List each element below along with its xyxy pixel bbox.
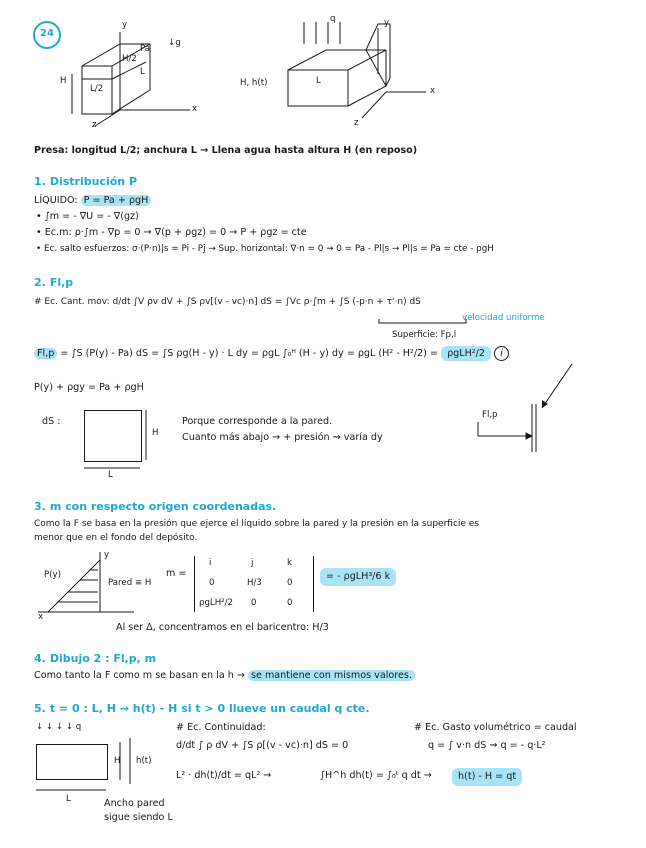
section-2-number: 2.	[34, 276, 46, 289]
moment-result: = - ρgLH³/6 k	[320, 568, 396, 586]
moment-determinant	[194, 556, 314, 612]
momentum-equation: # Ec. Cant. mov: d/dt ∫V ρv dV + ∫S ρv[(v - vc)·n] dS = ∫Vc ρ·∫m + ∫S (-p·n + τ'·n) dS	[34, 297, 421, 307]
velocity-annotation: velocidad uniforme	[462, 313, 545, 323]
det-cell-f2: 0	[251, 598, 257, 608]
section-2-heading	[34, 276, 73, 289]
section-3-footnote: Al ser Δ, concentramos en el baricentro: H/3	[116, 622, 329, 633]
page-number: 24	[40, 28, 54, 39]
triangle-pressure-label: P(y)	[44, 570, 61, 580]
section-4-text	[34, 670, 415, 682]
det-cell-f1: ρgLH²/2	[199, 598, 233, 608]
ds-label: dS :	[42, 416, 61, 427]
tank-note-2: sigue siendo L	[104, 812, 173, 823]
section-1-number: 1.	[34, 175, 46, 188]
fig1-l2-label: L/2	[90, 84, 104, 94]
gasto-equation: q = ∫ v·n dS ⇝ q = - q·L²	[428, 740, 546, 751]
section-5-number: 5.	[34, 702, 46, 715]
fig2-q-label: q	[330, 14, 336, 24]
fig1-x-label: x	[192, 104, 198, 114]
section-3-heading	[34, 500, 276, 513]
liquid-line	[34, 195, 151, 207]
force-label: Fl,p	[34, 348, 57, 359]
fig1-y-label: y	[122, 20, 128, 30]
tank-h-label: H	[114, 756, 121, 766]
section-4-body: Como tanto la F como m se basan en la h →	[34, 670, 245, 681]
ds-dimension-arrows	[84, 404, 164, 474]
section-1-bullet-2: • Ec.m: ρ·∫m - ∇p = 0 → ∇(p + ρgz) = 0 → P + ρgz = cte	[36, 227, 307, 238]
fig1-z-label: z	[92, 120, 97, 130]
fig2-y-label: y	[384, 18, 390, 28]
det-cell-f3: 0	[287, 598, 293, 608]
det-cell-r2: H/3	[247, 578, 262, 588]
section-1-bullet-1: • ∫m = - ∇U = - ∇(gz)	[36, 211, 139, 222]
force-result: ρgLH²/2	[441, 346, 491, 361]
integral-step: ∫H^h dh(t) = ∫₀ᵗ q dt →	[320, 770, 432, 781]
section-3-text-2: menor que en el fondo del depósito.	[34, 533, 198, 543]
triangle-wall-label: Pared ≡ H	[108, 578, 152, 588]
moment-label: m =	[166, 568, 187, 579]
det-cell-j: j	[251, 558, 254, 568]
det-cell-k: k	[287, 558, 292, 568]
section-1-bullet-3: • Ec. salto esfuerzos: σ·(P·n)|s = Pi - Pj → Sup. horizontal: ∇·n = 0 ⇝ 0 = Pa - Pl|s → Pl|s = Pa = cte - ρgH	[36, 244, 494, 254]
liquid-equation: P = Pa + ρgH	[81, 195, 152, 206]
section-4-heading	[34, 652, 156, 665]
continuity-equation: d/dt ∫ ρ dV + ∫S ρ[(v - vc)·n] dS = 0	[176, 740, 349, 751]
tank-rain-diagram	[266, 14, 446, 134]
fig2-height-label: H, h(t)	[240, 78, 268, 88]
pressure-relation: P(y) + ρgy = Pa + ρgH	[34, 382, 144, 393]
dam-3d-diagram	[50, 14, 250, 134]
tank-ht-label: h(t)	[136, 756, 152, 766]
fig1-gravity-label: ↓g	[168, 38, 181, 48]
fig2-z-label: z	[354, 118, 359, 128]
ds-note-2: Cuanto más abajo → + presión ⇝ varía dy	[182, 432, 383, 443]
gasto-label: # Ec. Gasto volumétrico = caudal	[414, 722, 577, 733]
section-3-title: m con respecto origen coordenadas.	[49, 500, 277, 513]
fig1-h2-label: H/2	[122, 54, 137, 64]
liquid-label: LÍQUIDO:	[34, 195, 78, 206]
continuity-label: # Ec. Continuidad:	[176, 722, 266, 733]
section-1-title: Distribución P	[49, 175, 138, 188]
wall-force-label: Fl,p	[482, 410, 498, 420]
continuity-step: L² · dh(t)/dt = qL² →	[176, 770, 272, 781]
fig1-h-label: H	[60, 76, 67, 86]
det-cell-r1: 0	[209, 578, 215, 588]
surface-underbrace-label: Superficie: Fp,l	[392, 330, 457, 340]
section-4-number: 4.	[34, 652, 46, 665]
fig2-x-label: x	[430, 86, 436, 96]
fig1-l-label: L	[140, 67, 145, 77]
intro-line: Presa: longitud L/2; anchura L → Llena agua hasta altura H (en reposo)	[34, 145, 418, 156]
underbrace-mark	[378, 318, 468, 326]
rain-arrows-label: ↓ ↓ ↓ ↓ q	[36, 722, 82, 732]
section-2-title: Fl,p	[49, 276, 74, 289]
section-5-heading	[34, 702, 370, 715]
tank-l-label: L	[66, 794, 71, 804]
fig1-pa-label: Pa	[140, 44, 151, 54]
force-equation-line	[34, 346, 509, 361]
section-4-highlight: se mantiene con mismos valores.	[248, 670, 415, 681]
section-3-number: 3.	[34, 500, 46, 513]
section-3-text-1: Como la F se basa en la presión que ejerce el líquido sobre la pared y la presión en la superficie es	[34, 519, 480, 529]
height-result: h(t) - H = qt	[452, 768, 522, 786]
section-5-title: t = 0 : L, H ⇝ h(t) - H si t > 0 llueve un caudal q cte.	[49, 702, 370, 715]
det-cell-i: i	[209, 558, 212, 568]
force-equation-body: = ∫S (P(y) - Pa) dS = ∫S ρg(H - y) · L dy = ρgL ∫₀ᴴ (H - y) dy = ρgL (H² - H²/2) =	[60, 348, 438, 359]
section-4-title: Dibujo 2 : Fl,p, m	[49, 652, 157, 665]
triangle-x-label: x	[38, 612, 44, 622]
force-unit-vector: i	[494, 346, 509, 361]
det-cell-r3: 0	[287, 578, 293, 588]
ds-height-label: H	[152, 428, 159, 438]
ds-note-1: Porque corresponde a la pared.	[182, 416, 333, 427]
triangle-y-label: y	[104, 550, 110, 560]
tank-note-1: Ancho pared	[104, 798, 165, 809]
ds-length-label: L	[108, 470, 113, 480]
section-1-heading	[34, 175, 137, 188]
fig2-l-label: L	[316, 76, 321, 86]
